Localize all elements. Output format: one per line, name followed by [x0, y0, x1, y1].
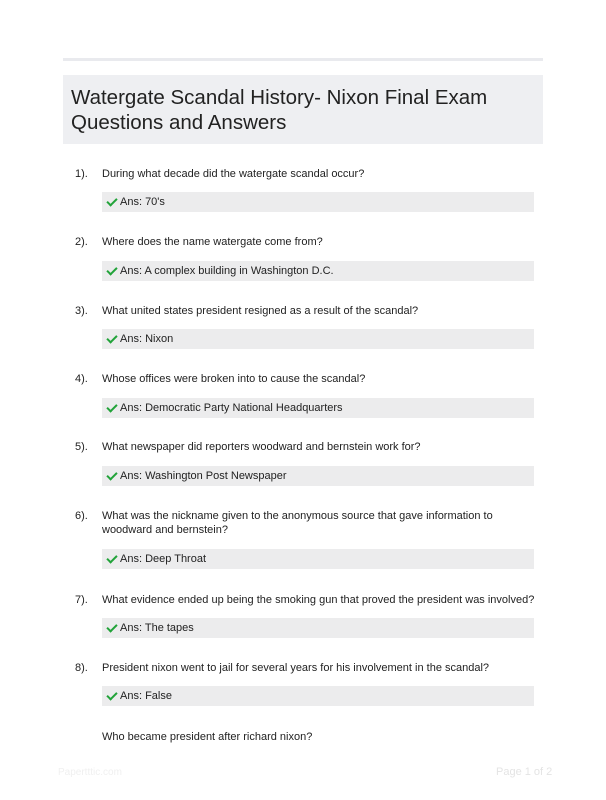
checkmark-icon [106, 621, 117, 632]
answer-box [102, 329, 534, 349]
answer-text: Ans: Deep Throat [120, 553, 207, 565]
checkmark-icon [106, 401, 117, 412]
answer-box [102, 549, 534, 569]
question-text: Where does the name watergate come from? [102, 236, 323, 248]
question-number: 4). [75, 373, 88, 385]
question-number: 3). [75, 305, 88, 317]
question-text: Who became president after richard nixon? [102, 731, 313, 743]
answer-text: Ans: The tapes [120, 622, 194, 634]
answer-text: Ans: Democratic Party National Headquarters [120, 402, 343, 414]
answer-box [102, 398, 534, 418]
answer-box [102, 261, 534, 281]
checkmark-icon [106, 195, 117, 206]
question-number: 5). [75, 441, 88, 453]
question-text: What was the nickname given to the anonymous source that gave information to woodward and bernstein? [102, 510, 493, 536]
checkmark-icon [106, 264, 117, 275]
checkmark-icon [106, 552, 117, 563]
footer-watermark: Papertttic.com [58, 767, 122, 778]
question-text: What evidence ended up being the smoking gun that proved the president was involved? [102, 594, 535, 606]
title-banner [63, 75, 543, 144]
answer-text: Ans: 70's [120, 196, 165, 208]
question-number: 8). [75, 662, 88, 674]
question-number: 7). [75, 594, 88, 606]
answer-text: Ans: A complex building in Washington D.C. [120, 265, 334, 277]
question-number: 6). [75, 510, 88, 522]
answer-box [102, 466, 534, 486]
question-text: What newspaper did reporters woodward and bernstein work for? [102, 441, 421, 453]
answer-text: Ans: Washington Post Newspaper [120, 470, 287, 482]
question-text: What united states president resigned as a result of the scandal? [102, 305, 419, 317]
question-text: Whose offices were broken into to cause the scandal? [102, 373, 366, 385]
question-number: 1). [75, 168, 88, 180]
question-number: 2). [75, 236, 88, 248]
top-divider [63, 58, 543, 61]
page-title: Watergate Scandal History- Nixon Final Exam Questions and Answers [71, 86, 488, 134]
checkmark-icon [106, 689, 117, 700]
answer-text: Ans: Nixon [120, 333, 174, 345]
answer-box [102, 618, 534, 638]
question-text: President nixon went to jail for several years for his involvement in the scandal? [102, 662, 490, 674]
checkmark-icon [106, 469, 117, 480]
checkmark-icon [106, 332, 117, 343]
answer-box [102, 192, 534, 212]
answer-text: Ans: False [120, 690, 172, 702]
question-text: During what decade did the watergate scandal occur? [102, 168, 365, 180]
answer-box [102, 686, 534, 706]
page-indicator: Page 1 of 2 [496, 766, 553, 778]
